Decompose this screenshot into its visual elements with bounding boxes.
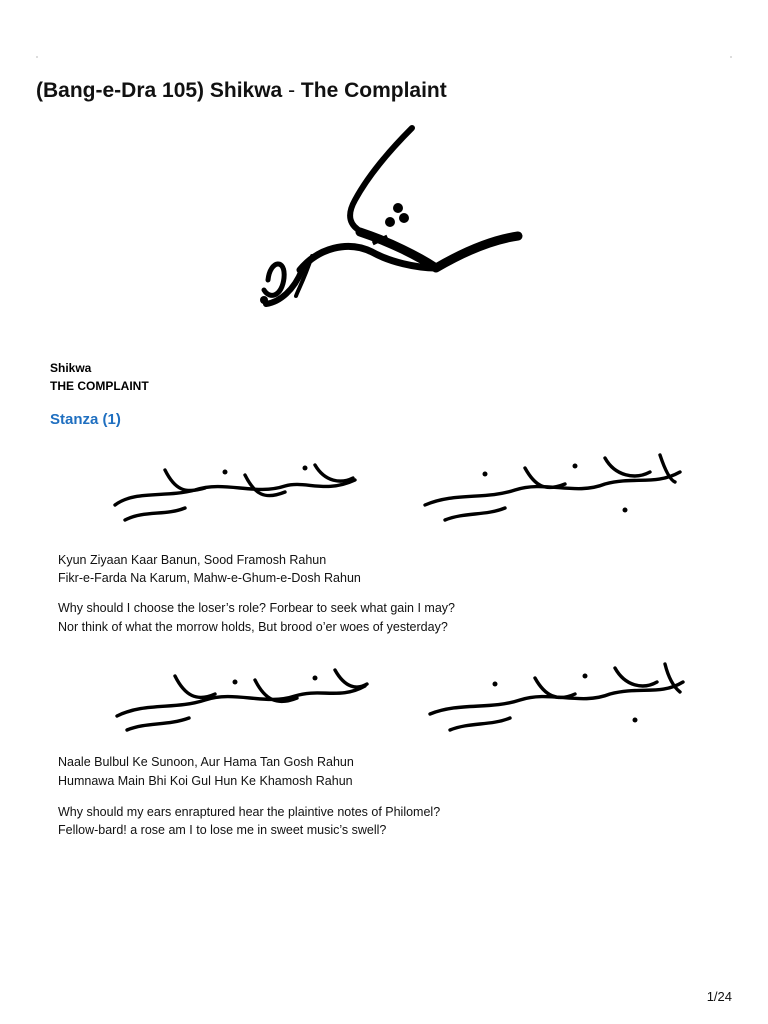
shikwa-calligraphy [240, 120, 530, 320]
title-dash: - [282, 79, 301, 102]
stanza1-part2-translit-line-2: Humnawa Main Bhi Koi Gul Hun Ke Khamosh Rahun [58, 774, 353, 788]
page-number: 1/24 [706, 989, 732, 1004]
stanza1-part2-translation-line-2: Fellow-bard! a rose am I to lose me in sweet music’s swell? [58, 823, 387, 837]
stanza1-part2-translation-line-1: Why should my ears enraptured hear the plaintive notes of Philomel? [58, 805, 441, 819]
title-sub: The Complaint [300, 79, 447, 102]
page-title [36, 79, 447, 103]
intro-subtitle: THE COMPLAINT [50, 379, 149, 393]
stanza1-translation-line-2: Nor think of what the morrow holds, But brood o’er woes of yesterday? [58, 620, 448, 634]
stanza-heading: Stanza (1) [50, 411, 121, 428]
stanza1-translit-line-2: Fikr-e-Farda Na Karum, Mahw-e-Ghum-e-Dosh Rahun [58, 571, 361, 585]
verse-calligraphy-1 [105, 450, 685, 530]
stanza1-translit-line-1: Kyun Ziyaan Kaar Banun, Sood Framosh Rahun [58, 553, 327, 567]
corner-mark-right [730, 56, 732, 58]
verse-calligraphy-2 [105, 658, 685, 738]
intro-title: Shikwa [50, 361, 92, 375]
stanza1-translation-line-1: Why should I choose the loser’s role? Forbear to seek what gain I may? [58, 601, 455, 615]
title-main: (Bang-e-Dra 105) Shikwa [36, 79, 283, 102]
stanza1-part2-translit-line-1: Naale Bulbul Ke Sunoon, Aur Hama Tan Gosh Rahun [58, 755, 354, 769]
corner-mark-left [36, 56, 38, 58]
